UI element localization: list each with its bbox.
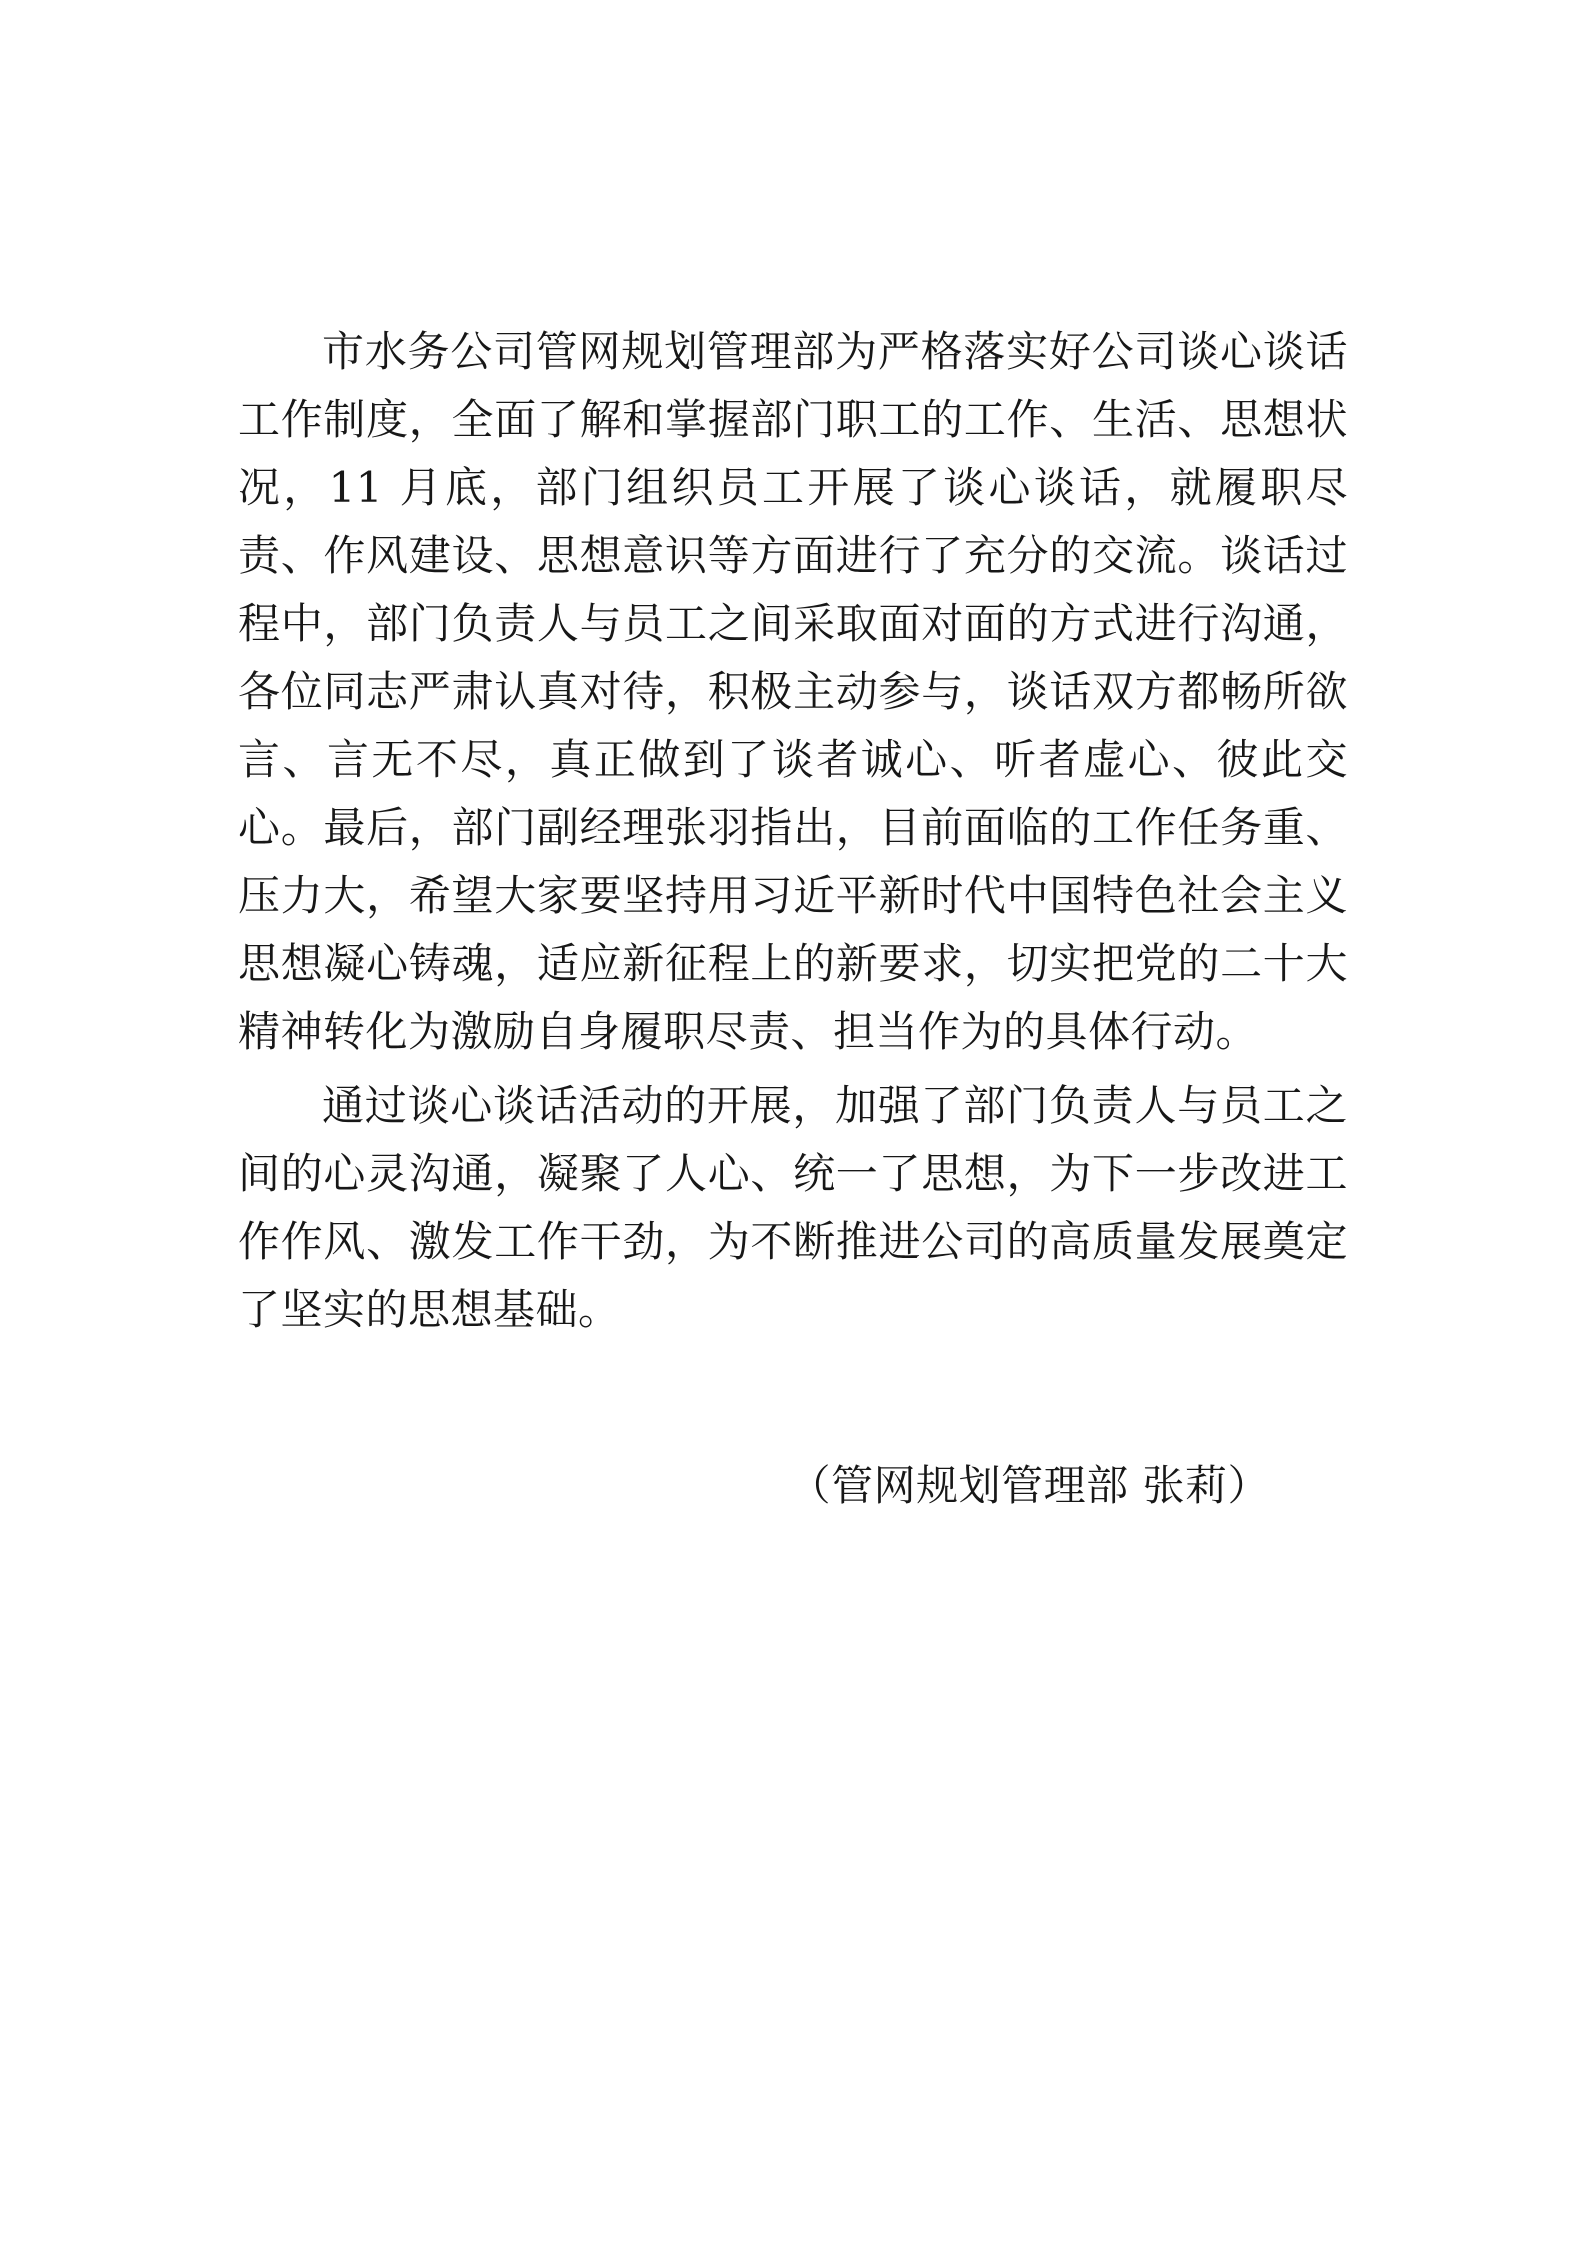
document-body [238, 318, 1348, 1521]
signature-line: （管网规划管理部 张莉） [788, 1461, 1270, 1511]
paragraph-1: 市水务公司管网规划管理部为严格落实好公司谈心谈话工作制度，全面了解和掌握部门职工的工作、生活、思想状况，11 月底，部门组织员工开展了谈心谈话，就履职尽责、作风建设、思想意识等方面进行了充分的交流。谈话过程中，部门负责人与员工之间采取面对面的方式进行沟通，各位同志严肃认真对待，积极主动参与，谈话双方都畅所欲言、言无不尽，真正做到了谈者诚心、听者虚心、彼此交心。最后，部门副经理张羽指出，目前面临的工作任务重、压力大，希望大家要坚持用习近平新时代中国特色社会主义思想凝心铸魂，适应新征程上的新要求，切实把党的二十大精神转化为激励自身履职尽责、担当作为的具体行动。 [238, 327, 1348, 1057]
signature-block [238, 1452, 1348, 1520]
paragraph-2: 通过谈心谈话活动的开展，加强了部门负责人与员工之间的心灵沟通，凝聚了人心、统一了思想，为下一步改进工作作风、激发工作干劲，为不断推进公司的高质量发展奠定了坚实的思想基础。 [238, 1081, 1348, 1335]
